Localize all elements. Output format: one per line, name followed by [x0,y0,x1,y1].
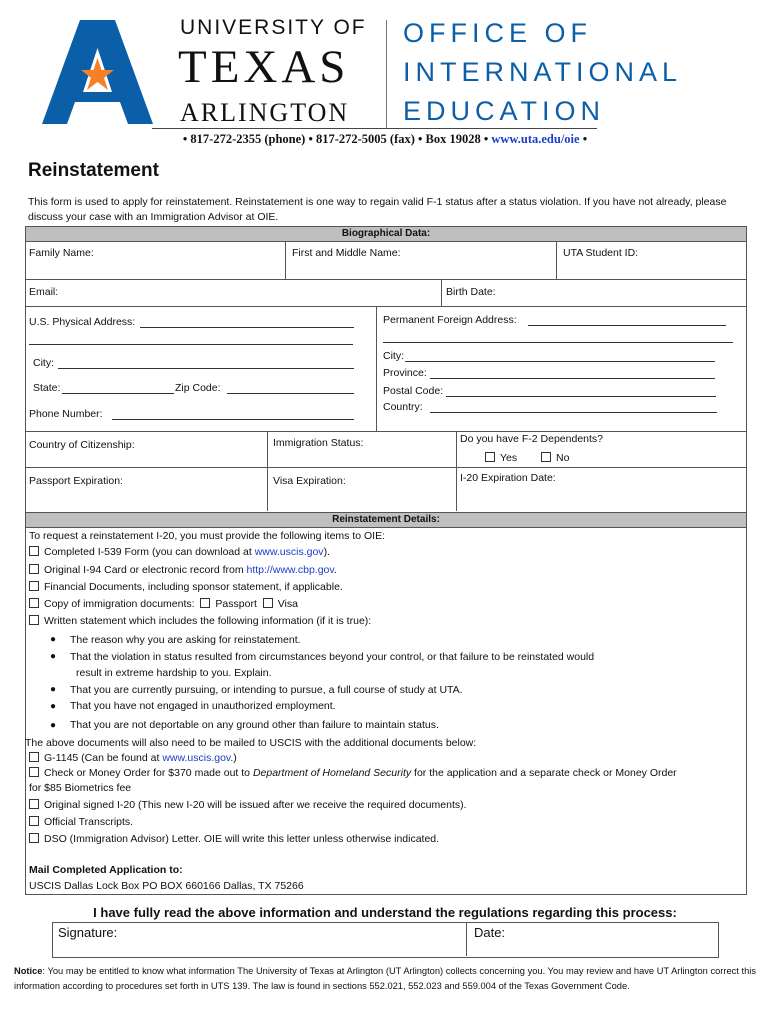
arlington-text: ARLINGTON [180,98,350,127]
perm-address-field[interactable]: Permanent Foreign Address: [383,314,517,326]
item-text: . [333,564,337,576]
underline [405,361,715,362]
underline [112,419,354,420]
bullet-violation-cont: result in extreme hardship to you. Explain. [76,667,272,679]
phone-number-field[interactable]: Phone Number: [29,408,103,420]
header-underline [152,128,597,129]
contact-text: • 817-272-2355 (phone) • 817-272-5005 (fax) • Box 19028 • [182,132,489,146]
no-label: No [556,452,570,464]
passport-expiration-field[interactable]: Passport Expiration: [29,475,123,487]
bullet-reason: The reason why you are asking for reinstatement. [70,634,301,646]
bullet-icon: ● [50,684,57,695]
agreement-text: I have fully read the above information and understand the regulations regarding this process: [93,905,677,920]
sep [267,431,268,511]
date-field[interactable]: Date: [474,925,506,940]
checkbox-icon [29,546,39,556]
item-g1145[interactable] [29,752,237,764]
item-immigration-docs[interactable] [29,598,298,610]
mail-intro: The above documents will also need to be mailed to USCIS with the additional documents below: [25,737,477,749]
checkbox-icon [29,752,39,762]
item-text: Original I-94 Card or electronic record from [44,564,247,576]
office-of-text: OFFICE OF [403,18,592,48]
notice-text [14,964,756,994]
sep [441,279,442,306]
bullet-icon: ● [50,634,57,645]
bullet-employment: That you have not engaged in unauthorized employment. [70,700,336,712]
underline [140,327,354,328]
item-text: DSO (Immigration Advisor) Letter. OIE will write this letter unless otherwise indicated. [44,833,440,845]
underline [29,344,353,345]
item-i539[interactable] [29,546,330,558]
checkbox-icon [29,598,39,608]
page-title: Reinstatement [28,160,159,181]
foreign-city-field[interactable]: City: [383,350,404,362]
item-text: G-1145 (Can be found at [44,752,163,764]
oie-website-link[interactable]: www.uta.edu/oie [491,132,580,146]
item-text: Original signed I-20 (This new I-20 will be issued after we receive the required documents). [44,799,467,811]
item-text: Financial Documents, including sponsor statement, if applicable. [44,581,343,593]
intro-text: This form is used to apply for reinstatement. Reinstatement is one way to regain valid F-1 status after a status violation. If you have not already, please discuss your case with an Immigration Advisor at OIE. [28,196,727,223]
item-text: for the application and a separate check or Money Order [411,767,677,779]
bullet-icon: ● [50,701,57,712]
uscis-g1145-link[interactable]: www.uscis.gov [162,752,231,764]
dhs-text: Department of Homeland Security [252,767,412,779]
item-payment[interactable] [29,767,677,779]
mail-to-label: Mail Completed Application to: [29,864,183,876]
province-field[interactable]: Province: [383,367,427,379]
uta-logo-icon [40,18,155,126]
contact-line [0,132,770,147]
education-text: EDUCATION [403,96,606,126]
item-text: Check or Money Order for $370 made out to [44,767,253,779]
uscis-link[interactable]: www.uscis.gov [254,546,324,558]
birth-date-field[interactable]: Birth Date: [446,286,496,298]
mail-address: USCIS Dallas Lock Box PO BOX 660166 Dallas, TX 75266 [29,880,304,892]
underline [430,378,715,379]
item-i94[interactable] [29,564,337,576]
sep [285,241,286,279]
underline [430,412,717,413]
item-text: Official Transcripts. [44,816,134,828]
student-id-field[interactable]: UTA Student ID: [563,247,639,259]
bio-heading: Biographical Data: [25,226,747,242]
immigration-status-field[interactable]: Immigration Status: [273,437,364,449]
checkbox-icon [29,564,39,574]
bullet-icon: ● [50,720,57,731]
city-field[interactable]: City: [33,357,54,369]
underline [58,368,354,369]
bullet-study: That you are currently pursuing, or intending to pursue, a full course of study at UTA. [70,684,463,696]
university-of-text: UNIVERSITY OF [180,16,367,39]
checkbox-icon [29,615,39,625]
visa-checkbox[interactable] [263,598,273,608]
signature-box [52,922,719,958]
item-text: Written statement which includes the following information (if it is true): [44,615,372,627]
item-text: Completed I-539 Form (you can download at [44,546,255,558]
contact-end: • [582,132,588,146]
item-financial[interactable] [29,581,343,593]
checkbox-icon [29,767,39,777]
passport-checkbox[interactable] [200,598,210,608]
zip-code-field[interactable]: Zip Code: [175,382,221,394]
sep [25,279,746,280]
underline [383,342,733,343]
checkbox-icon [29,581,39,591]
first-middle-name-field[interactable]: First and Middle Name: [292,247,401,259]
f2-question: Do you have F-2 Dependents? [460,433,604,445]
item-text: ). [323,546,330,558]
checkbox-icon [29,833,39,843]
f2-yes-checkbox[interactable] [485,452,517,464]
postal-code-field[interactable]: Postal Code: [383,385,444,397]
texas-text: TEXAS [178,41,350,93]
checkbox-icon [29,799,39,809]
bullet-deportable: That you are not deportable on any ground other than failure to maintain status. [70,719,439,731]
details-heading: Reinstatement Details: [25,512,747,528]
i20-expiration-field[interactable]: I-20 Expiration Date: [460,472,556,484]
item-transcripts[interactable] [29,816,133,828]
notice-body: : You may be entitled to know what information The University of Texas at Arlington (UT Arlington) collects concerning you. You may review and have UT Arlington correct this information according to procedures set forth in UTS 139. The law is found in sections 552.021, 552.023 and 559.004 of the Texas Government Code. [14,966,756,991]
state-field[interactable]: State: [33,382,61,394]
underline [446,396,716,397]
item-text: Copy of immigration documents: [44,598,195,610]
item-signed-i20[interactable] [29,799,467,811]
checkbox-icon [29,816,39,826]
underline [62,393,174,394]
checkbox-icon [485,452,495,462]
international-text: INTERNATIONAL [403,57,683,87]
bullet-violation: That the violation in status resulted from circumstances beyond your control, or that failure to be reinstated would [70,651,595,663]
details-intro: To request a reinstatement I-20, you must provide the following items to OIE: [29,530,386,542]
item-text: .) [230,752,237,764]
email-field[interactable]: Email: [29,286,59,298]
checkbox-icon [541,452,551,462]
cbp-link[interactable]: http://www.cbp.gov [246,564,334,576]
visa-label: Visa [277,598,298,610]
us-address-field[interactable]: U.S. Physical Address: [29,316,136,328]
item-written-statement[interactable] [29,615,371,627]
item-payment-cont: for $85 Biometrics fee [29,782,132,794]
item-dso-letter[interactable] [29,833,439,845]
sep [376,306,377,431]
notice-label: Notice [14,966,43,976]
passport-label: Passport [215,598,257,610]
sep [25,306,746,307]
yes-label: Yes [500,452,518,464]
sep [556,241,557,279]
bullet-icon: ● [50,651,57,662]
sep [466,922,467,956]
underline [528,325,726,326]
sep [25,431,746,432]
signature-field[interactable]: Signature: [58,925,118,940]
underline [227,393,354,394]
header-divider [386,20,387,128]
sep [25,467,746,468]
family-name-field[interactable]: Family Name: [29,247,94,259]
visa-expiration-field[interactable]: Visa Expiration: [273,475,346,487]
country-field[interactable]: Country: [383,401,423,413]
citizenship-field[interactable]: Country of Citizenship: [29,439,135,451]
sep [456,431,457,511]
f2-no-checkbox[interactable] [541,452,569,464]
